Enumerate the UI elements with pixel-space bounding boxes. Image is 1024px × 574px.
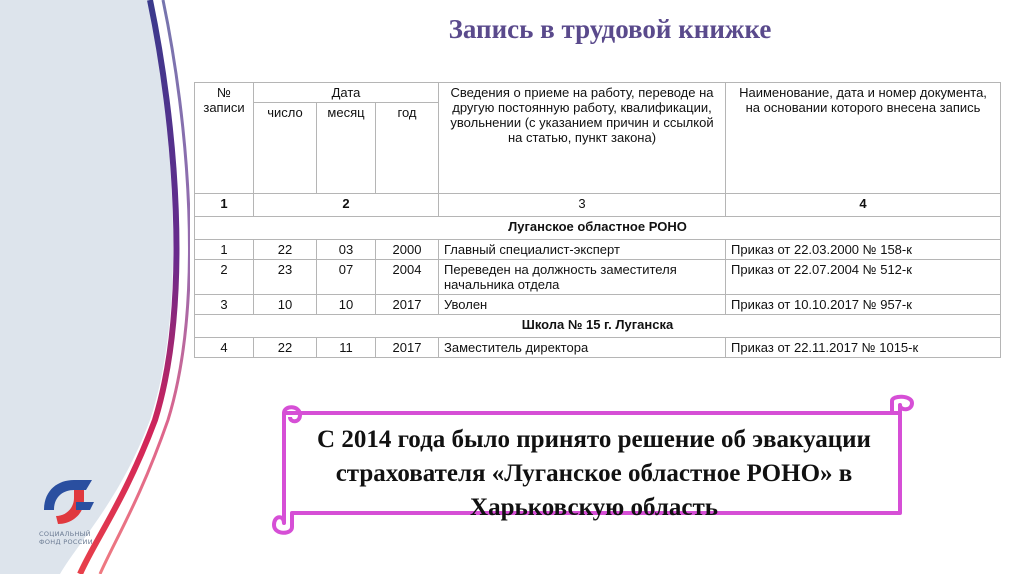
header-year: год — [376, 103, 439, 194]
banner-text: С 2014 года было принято решение об эвакуации страхователя «Луганское областное РОНО» в Харьковскую область — [317, 426, 871, 521]
cell-info: Главный специалист-эксперт — [439, 240, 726, 260]
cell-month: 07 — [317, 260, 376, 295]
scroll-banner — [262, 393, 926, 543]
column-number: 3 — [439, 194, 726, 217]
cell-no: 3 — [195, 295, 254, 315]
cell-no: 1 — [195, 240, 254, 260]
column-number: 2 — [254, 194, 439, 217]
cell-day: 23 — [254, 260, 317, 295]
column-number: 1 — [195, 194, 254, 217]
table-row — [195, 240, 1001, 260]
page-title: Запись в трудовой книжке — [448, 14, 772, 44]
table-row — [195, 295, 1001, 315]
logo-line-2: ФОНД РОССИИ — [39, 538, 93, 546]
header-date: Дата — [254, 83, 439, 103]
cell-month: 03 — [317, 240, 376, 260]
cell-month: 11 — [317, 338, 376, 358]
cell-doc: Приказ от 22.07.2004 № 512-к — [726, 260, 1001, 295]
social-fund-logo — [36, 472, 106, 528]
organization-row: Луганское областное РОНО — [195, 217, 1001, 240]
cell-year: 2017 — [376, 338, 439, 358]
cell-doc: Приказ от 22.03.2000 № 158-к — [726, 240, 1001, 260]
cell-doc: Приказ от 10.10.2017 № 957-к — [726, 295, 1001, 315]
header-day: число — [254, 103, 317, 194]
table-row — [195, 338, 1001, 358]
cell-month: 10 — [317, 295, 376, 315]
table-row — [195, 260, 1001, 295]
cell-year: 2004 — [376, 260, 439, 295]
cell-year: 2000 — [376, 240, 439, 260]
cell-day: 22 — [254, 240, 317, 260]
header-doc: Наименование, дата и номер документа, на основании которого внесена запись — [726, 83, 1001, 194]
header-info: Сведения о приеме на работу, переводе на другую постоянную работу, квалификации, увольнении (с указанием причин и ссылкой на статью, пункт закона) — [439, 83, 726, 194]
work-record-table — [194, 82, 1001, 358]
cell-year: 2017 — [376, 295, 439, 315]
column-number: 4 — [726, 194, 1001, 217]
cell-info: Заместитель директора — [439, 338, 726, 358]
logo-line-1: СОЦИАЛЬНЫЙ — [39, 530, 91, 538]
logo-caption — [39, 530, 119, 546]
cell-info: Уволен — [439, 295, 726, 315]
cell-info: Переведен на должность заместителя начальника отдела — [439, 260, 726, 295]
cell-day: 22 — [254, 338, 317, 358]
cell-doc: Приказ от 22.11.2017 № 1015-к — [726, 338, 1001, 358]
cell-no: 4 — [195, 338, 254, 358]
organization-row: Школа № 15 г. Луганска — [195, 315, 1001, 338]
cell-no: 2 — [195, 260, 254, 295]
header-month: месяц — [317, 103, 376, 194]
cell-day: 10 — [254, 295, 317, 315]
header-record-no: № записи — [195, 83, 254, 194]
